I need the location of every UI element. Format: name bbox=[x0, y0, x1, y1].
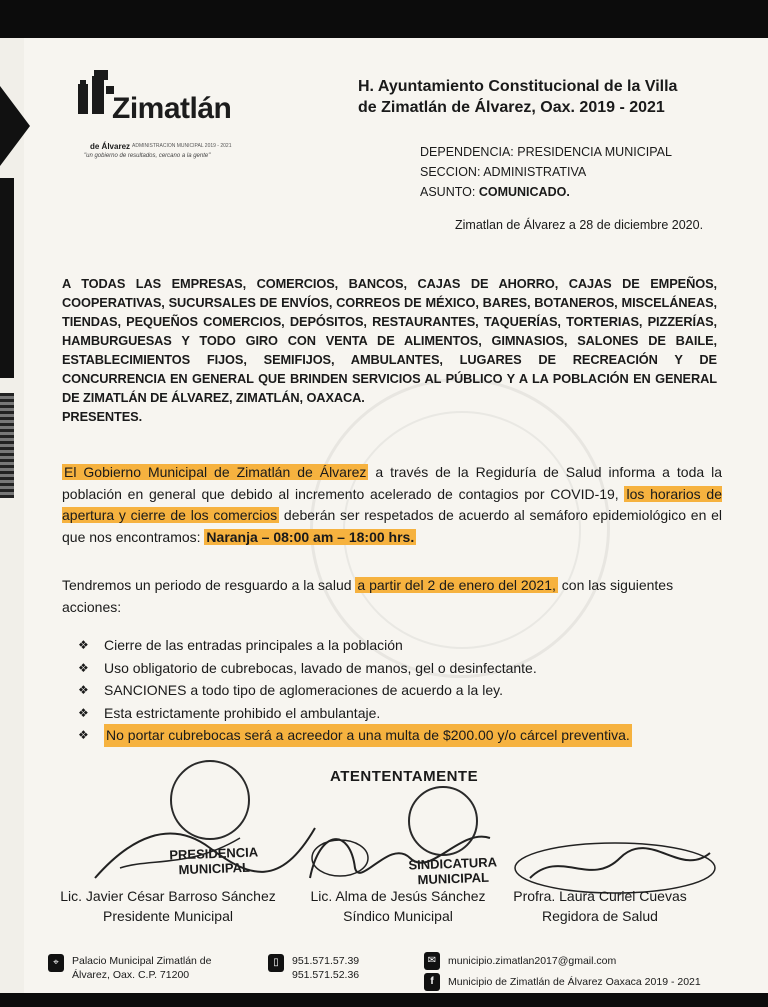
binder-strip bbox=[0, 38, 24, 993]
diamond-bullet-icon: ❖ bbox=[78, 683, 89, 697]
institution-title bbox=[358, 76, 688, 118]
email: municipio.zimatlan2017@gmail.com bbox=[448, 955, 617, 967]
signer-title: Presidente Municipal bbox=[103, 908, 233, 924]
p1-text-1: a través de la Regiduría de Salud informa a toda la población en general que debido al incremento acelerado de contagios por COVID-19, bbox=[62, 464, 722, 502]
sindicatura-stamp-label: SINDICATURA MUNICIPAL bbox=[408, 854, 498, 888]
phone-2: 951.571.52.36 bbox=[292, 969, 360, 981]
diamond-bullet-icon: ❖ bbox=[78, 660, 89, 675]
signer-name: Lic. Javier César Barroso Sánchez bbox=[60, 888, 276, 904]
location-icon: ⌖ bbox=[48, 954, 64, 972]
footer-phones bbox=[268, 954, 388, 982]
municipal-logo bbox=[68, 56, 268, 166]
signer-title: Síndico Municipal bbox=[343, 908, 453, 924]
presentes: PRESENTES. bbox=[62, 409, 143, 424]
signer-president bbox=[38, 886, 298, 926]
asunto-value: COMUNICADO. bbox=[478, 185, 570, 199]
phone-1: 951.571.57.39 bbox=[292, 955, 360, 967]
institution-line-1: H. Ayuntamiento Constitucional de la Villa bbox=[358, 78, 678, 95]
email-icon: ✉ bbox=[424, 952, 440, 970]
facebook: Municipio de Zimatlán de Álvarez Oaxaca 2019 - 2021 bbox=[448, 976, 701, 988]
document-meta bbox=[420, 142, 672, 202]
logo-mark-icon bbox=[76, 70, 116, 120]
address-line-2: Álvarez, Oax. C.P. 71200 bbox=[72, 969, 190, 981]
body-paragraph-2 bbox=[62, 574, 722, 618]
footer-contact bbox=[424, 952, 744, 993]
highlight-schedule: Naranja – 08:00 am – 18:00 hrs. bbox=[206, 528, 415, 545]
logo-admin: ADMINISTRACION MUNICIPAL 2019 - 2021 bbox=[132, 143, 232, 149]
bottom-black-border bbox=[0, 993, 768, 1007]
signer-sindico bbox=[296, 886, 500, 926]
logo-name: Zimatlán bbox=[112, 92, 232, 125]
diamond-bullet-icon: ❖ bbox=[78, 638, 89, 652]
binder-bar bbox=[0, 178, 14, 378]
recipients-block bbox=[62, 274, 717, 426]
presidencia-stamp-label: PRESIDENCIA MUNICIPAL bbox=[169, 844, 259, 878]
closing: ATENTENTAMENTE bbox=[330, 768, 479, 785]
signature-2 bbox=[300, 808, 500, 898]
meta-asunto bbox=[420, 182, 672, 202]
p2-text-2: con las siguientes acciones: bbox=[62, 577, 674, 615]
page-footer bbox=[0, 950, 768, 993]
facebook-icon: f bbox=[424, 973, 440, 991]
signer-name: Lic. Alma de Jesús Sánchez bbox=[310, 888, 486, 904]
body-paragraph-1 bbox=[62, 462, 722, 548]
asunto-label: ASUNTO: bbox=[420, 185, 476, 199]
list-item bbox=[78, 724, 718, 747]
list-item bbox=[78, 679, 718, 702]
list-item bbox=[78, 634, 718, 657]
action-text: Cierre de las entradas principales a la población bbox=[104, 637, 403, 653]
p1-text-2: deberán ser respetados de acuerdo al semáforo epidemiológico en el que nos encontramos: bbox=[62, 507, 722, 545]
action-text: SANCIONES a todo tipo de aglomeraciones de acuerdo a la ley. bbox=[104, 682, 503, 698]
list-item bbox=[78, 657, 718, 680]
signer-name: Profra. Laura Curiel Cuevas bbox=[513, 888, 687, 904]
logo-subname: de Álvarez bbox=[90, 142, 131, 151]
p2-text-1: Tendremos un periodo de resguardo a la salud bbox=[62, 577, 356, 593]
meta-dependencia: DEPENDENCIA: PRESIDENCIA MUNICIPAL bbox=[420, 145, 672, 159]
highlight-government: El Gobierno Municipal de Zimatlán de Álvarez bbox=[64, 464, 367, 480]
highlight-hours: los horarios de apertura y cierre de los comercios bbox=[62, 485, 722, 523]
highlight-fine: No portar cubrebocas será a acreedor a una multa de $200.00 y/o cárcel preventiva. bbox=[104, 724, 632, 747]
meta-seccion: SECCION: ADMINISTRATIVA bbox=[420, 165, 587, 179]
action-text: Uso obligatorio de cubrebocas, lavado de manos, gel o desinfectante. bbox=[104, 659, 537, 676]
phone-icon: ▯ bbox=[268, 954, 284, 972]
top-black-border bbox=[0, 0, 768, 38]
actions-list bbox=[78, 634, 718, 747]
document-date: Zimatlan de Álvarez a 28 de diciembre 2020. bbox=[455, 218, 704, 232]
binder-pattern bbox=[0, 393, 14, 498]
signature-1 bbox=[90, 798, 320, 898]
signer-title: Regidora de Salud bbox=[542, 908, 658, 924]
recipients-text: A TODAS LAS EMPRESAS, COMERCIOS, BANCOS, CAJAS DE AHORRO, CAJAS DE EMPEÑOS, COOPERATIVAS, SUCURSALES DE ENVÍOS, CORREOS DE MÉXICO, BARES, BOTANEROS, MISCELÁNEAS, TIENDAS, PEQUEÑOS COMERCIOS, DEPÓSITOS, RESTAURANTES, TAQUERÍAS, TORTERIAS, PIZZERÍAS, HAMBURGUESAS Y TODO GIRO CON VENTA DE ALIMENTOS, GIMNASIOS, SALONES DE BAILE, ESTABLECIMIENTOS FIJOS, SEMIFIJOS, AMBULANTES, LUGARES DE RECREACIÓN Y DE CONCURRENCIA EN GENERAL QUE BRINDEN SERVICIOS AL PÚBLICO Y A LA POBLACIÓN EN GENERAL DE ZIMATLÁN DE ÁLVAREZ, ZIMATLÁN, OAXACA. bbox=[62, 276, 717, 405]
diamond-bullet-icon: ❖ bbox=[78, 705, 89, 720]
highlight-date: a partir del 2 de enero del 2021, bbox=[357, 577, 556, 593]
logo-slogan: "un gobierno de resultados, cercano a la gente" bbox=[84, 153, 211, 159]
diamond-bullet-icon: ❖ bbox=[78, 728, 89, 742]
institution-line-2: de Zimatlán de Álvarez, Oax. 2019 - 2021 bbox=[358, 99, 665, 116]
address-line-1: Palacio Municipal Zimatlán de bbox=[72, 955, 212, 967]
document-page bbox=[0, 38, 768, 993]
footer-address bbox=[48, 954, 248, 982]
action-text: Esta estrictamente prohibido el ambulantaje. bbox=[104, 704, 381, 721]
list-item bbox=[78, 702, 718, 725]
signer-regidora bbox=[500, 886, 700, 926]
binder-triangle bbox=[0, 86, 30, 166]
